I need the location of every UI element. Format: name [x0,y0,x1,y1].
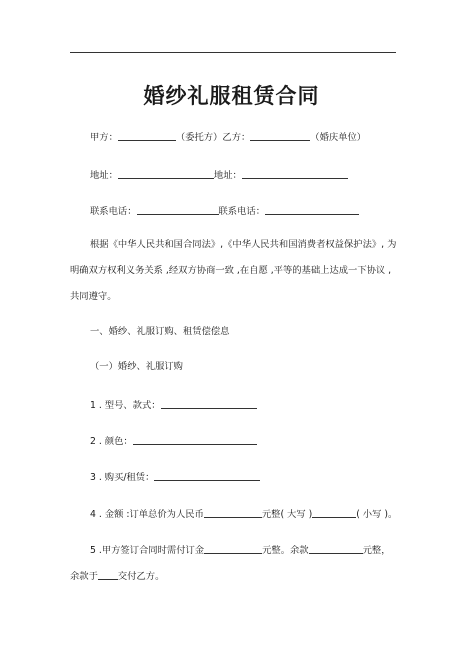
address-a-label: 地址： [90,170,118,181]
item-model-blank [161,398,257,409]
amount-blank [204,507,262,518]
address-b-blank [242,168,348,179]
phone-b-blank [265,204,359,215]
item-amount-small: ( 小写 )。 [356,509,398,520]
item-purchase-blank [154,470,260,481]
item-deposit-prefix: 5 .甲方签订合同时需付订金 [90,545,205,556]
item-color-label: 2 . 颜色： [90,436,133,447]
phone-a-blank [137,204,219,215]
item-model [90,398,257,412]
document-title: 婚纱礼服租赁合同 [143,84,320,108]
item-deposit-continued [70,569,164,583]
item-amount [90,507,397,521]
subsection1-heading: （一）婚纱、礼服订购 [90,361,183,372]
item-amount-capital: 元整( 大写 ) [261,509,313,520]
address-a-blank [118,168,214,179]
item-model-label: 1 . 型号、款式： [90,400,161,411]
deposit-blank [204,543,262,554]
amount-capital-blank [312,507,356,518]
party-line [90,130,366,144]
item-deposit-suffix: 元整， [362,545,391,556]
item-amount-prefix: 4 . 金额 :订单总价为人民币 [90,509,204,520]
party-a-label: 甲方： [90,132,118,143]
item-purchase [90,470,260,484]
item-purchase-label: 3 . 购买/租赁： [90,472,155,483]
item-color [90,434,257,448]
intro-text: 根据《中华人民共和国合同法》,《中华人民共和国消费者权益保护法》, 为明确双方权利义务关系 ,经双方协商一致 ,在自愿 ,平等的基础上达成一下协议 ,共同遵守。 [70,239,397,302]
balance-due-blank [98,569,118,580]
vendor-label: （婚庆单位） [310,132,367,143]
balance-blank [309,543,363,554]
phone-a-label: 联系电话： [90,206,137,217]
intro-paragraph [70,232,400,310]
item-deposit [90,543,391,557]
phone-b-label: 联系电话： [218,206,265,217]
address-b-label: 地址： [213,170,242,181]
party-a-blank [118,130,176,141]
item-deposit-balance: 元整。余款 [262,545,309,556]
party-b-blank [250,130,310,141]
balance-due-suffix: 交付乙方。 [117,571,165,582]
client-label: （委托方）乙方： [175,132,251,143]
header-rule [70,52,396,53]
address-line [90,168,348,182]
phone-line [90,204,359,218]
section1-heading: 一、婚纱、礼服订购、租赁偿偿息 [90,326,230,337]
balance-due-label: 余款于 [70,571,98,582]
item-color-blank [133,434,257,445]
